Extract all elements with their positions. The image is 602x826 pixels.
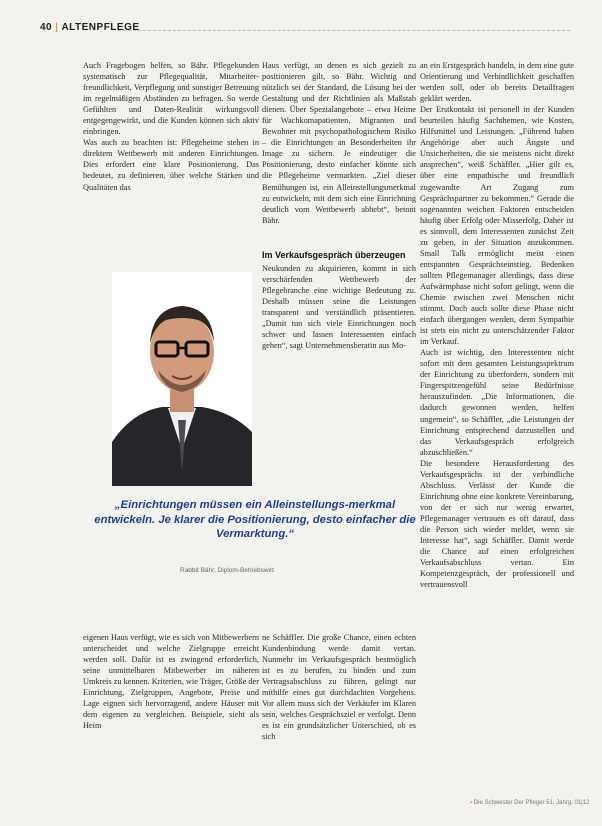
photo-caption: Rabbit Bähr, Diplom-Betriebswirt: [180, 567, 274, 574]
section-heading: Im Verkaufsgespräch überzeugen: [262, 249, 406, 260]
paragraph: an ein Erstgespräch handeln, in dem eine gute Orientierung und Verbindlichkeit geschaffen werden soll, oder ob bereits Detailfragen geklärt werden.: [420, 61, 574, 104]
column-2-top: [262, 60, 416, 351]
portrait-illustration: [112, 272, 252, 486]
paragraph: Die besondere Herausforderung des Verkaufsgesprächs ist der verbindliche Abschluss. Verlässt der Kunde die Einrichtung ohne eine konkrete Vereinbarung, von der er sich nur wenig erwartet, Pflegemanager vertrauen es oft darauf, dass die Person sich wieder meldet, wenn sie Interesse hat“, sagt Schäffler. Damit werde die Chance auf einen erfolgreichen Verkaufsabschluss vertan. Ein Kompetenzgespräch, der professionell und vertrauensvoll: [420, 458, 574, 590]
section-title: ALTENPFLEGE: [61, 22, 140, 33]
page-number: 40: [40, 22, 53, 33]
column-2-bottom: [262, 632, 416, 742]
header-rule: [118, 30, 570, 31]
paragraph: Der Erstkontakt ist personell in der Kunden beurteilen häufig Sachthemen, wie Kosten, Hilfsmittel und Leistungen. „Führend haben Angehörige aber auch Ängste und Unsicherheiten, die sie meistens nicht direkt ansprechen“, weiß Schäffler. „Hier gilt es, über eine empathische und freundlich zugewandte Art Zugang zum Gesprächspartner zu bekommen.“ Gerade die sogenannten weichen Faktoren entscheiden häufig über Erfolg oder Misserfolg. Daher ist es sinnvoll, dem Interessenten zunächst Zeit zu geben, in der Situation anzukommen. Small Talk ermöglicht meist einen entspannten Gesprächseinstieg. Bedenken sollten Pflegemanager allerdings, dass diese Aufwärmphase nicht sofort gelingt, wenn die Chemie zwischen zwei Menschen nicht stimmt. Doch auch sollte diese Phase nicht einfach übergangen werden, denn Sympathie ist stets ein nicht zu unterschätzender Faktor im Verkauf.: [420, 105, 574, 347]
column-1-top: [83, 60, 259, 193]
paragraph: Auch ist wichtig, den Interessenten nicht sofort mit dem gesamten Leistungsspektrum der Einrichtung zu überfordern, sondern mit Fingerspitzengefühl seine Bedürfnisse herauszufinden. „Die Informationen, die dadurch gewonnen werden, helfen ungemein“, so Schäffler, „die Leistungen der Einrichtung entsprechend darzustellen und das Verkaufsgespräch erfolgreich abzuschließen.“: [420, 348, 574, 457]
paragraph: ne Schäffler. Die große Chance, einen echten Kundenbindung werde damit vertan. Nunmehr im Verkaufsgespräch bestmöglich ist es zu berufen, zu binden und zum Vertragsabschluss zu führen, gelingt nur mithilfe eines gut durchdachten Vorgehens. Vor allem muss sich der Verkäufer im Klaren sein, welches Gesprächsziel er verfolgt. Denn es ist ein grundsätzlicher Unterschied, ob es sich: [262, 633, 416, 742]
page-header: [40, 22, 140, 33]
header-separator: |: [55, 22, 59, 33]
paragraph: Neukunden zu akquirieren, kommt in sich verschärfenden Wettbewerb der Pflegebranche eine wichtige Bedeutung zu. Deshalb müssen seine die Leistungen transparent und verständlich präsentieren. „Damit tun sich viele Einrichtungen noch schwer und lassen Interessenten einfach gehen“, sagt Unternehmensberatin aus Mo-: [262, 263, 416, 351]
column-1-bottom: [83, 632, 259, 731]
column-3: [420, 60, 574, 590]
portrait-photo: [112, 272, 252, 486]
paragraph: Was auch zu beachten ist: Pflegeheime stehen in direktem Wettbewerb mit anderen Einrichtungen. Dies erfordert eine klare Positionierung. Das bedeutet, zu definieren, über welche Stärken und Qualitäten das: [83, 138, 259, 192]
footer-bullet-icon: ▪: [470, 800, 474, 806]
paragraph: Haus verfügt, an denen es sich gezielt zu positionieren gilt, so Bähr. Wichtig und nützlich sei der Standard, die Lösung bei der Gestaltung und der Richtlinien als Maßstab dienen. Über Spezialangebote – etwa Heime für Wachkomapatienten, Migranten und Bewohner mit psychopathologischem Risiko – die Einrichtungen an Besonderheiten ihr Image zu sichern. Je eindeutiger die Positionierung, desto einfacher könnte sich die Pflegeheime vermarkten. „Ziel dieser Bemühungen ist, ein Alleinstellungsmerkmal zu entwickeln, mit dem sich eine Einrichtung deutlich vom Wettbewerb abhebt“, betont Bähr.: [262, 61, 416, 225]
footer-text: Die Schwester Der Pfleger 51. Jahrg. 01|12: [473, 800, 590, 806]
paragraph: Auch Fragebogen helfen, so Bähr. Pflegekunden systematisch zur Pflegequalität, Mitarbeiter-freundlichkeit, Verpflegung und sonstiger Betreuung im regelmäßigen Abständen zu befragen. So werde Gefühlten und Daten-Realität wirkungsvoll entgegengewirkt, und die Kunden können sich aktiv einbringen.: [83, 61, 259, 137]
pull-quote: „Einrichtungen müssen ein Alleinstellungs-merkmal entwickeln. Je klarer die Positionierung, desto einfacher die Vermarktung.“: [94, 499, 416, 540]
page-footer: [470, 800, 589, 806]
paragraph: eigenen Haus verfügt, wie es sich von Mitbewerbern unterscheidet und welche Zielgruppe erreicht werden soll. Dafür ist es zwingend erforderlich, seine unmittelbaren Mitbewerber im näheren Umkreis zu kennen. Kriterien, wie Träger, Größe der Einrichtung, Zielgruppen, Angebote, Preise und Lage eignen sich hervorragend, andere Häuser mit dem eigenen zu vergleichen. Beispiele, sieht als Heim: [83, 633, 259, 731]
